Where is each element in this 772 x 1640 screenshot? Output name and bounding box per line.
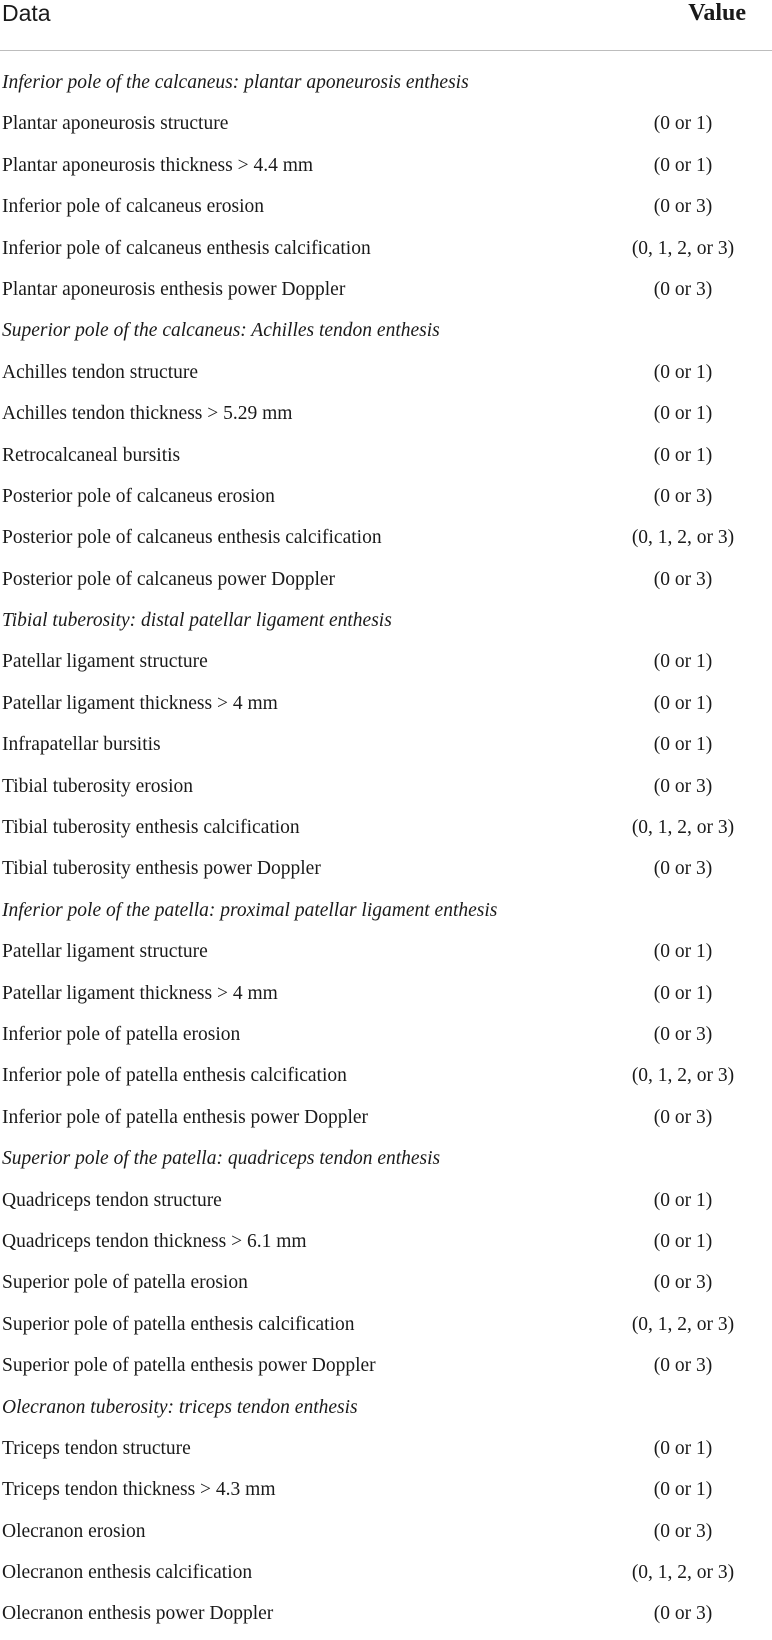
row-value: (0 or 3) bbox=[653, 775, 713, 797]
row-label: Tibial tuberosity enthesis calcification bbox=[2, 817, 300, 839]
section-heading: Superior pole of the calcaneus: Achilles tendon enthesis bbox=[2, 320, 440, 342]
row-value: (0 or 3) bbox=[653, 1106, 713, 1128]
section-heading-row bbox=[0, 1392, 772, 1433]
section-heading-row bbox=[0, 315, 772, 356]
section-heading: Inferior pole of the calcaneus: plantar aponeurosis enthesis bbox=[2, 72, 469, 93]
row-label: Achilles tendon thickness > 5.29 mm bbox=[2, 403, 293, 425]
row-label: Plantar aponeurosis structure bbox=[2, 113, 229, 135]
table-row bbox=[0, 729, 772, 770]
row-label: Posterior pole of calcaneus erosion bbox=[2, 485, 275, 507]
table-row bbox=[0, 1350, 772, 1391]
column-header-value: Value bbox=[688, 0, 746, 26]
row-label: Inferior pole of calcaneus erosion bbox=[2, 196, 265, 218]
row-value: (0 or 3) bbox=[653, 1272, 713, 1294]
row-value: (0, 1, 2, or 3) bbox=[631, 527, 735, 549]
column-header-data: Data bbox=[2, 0, 51, 26]
row-label: Olecranon erosion bbox=[2, 1520, 146, 1542]
table-row bbox=[0, 440, 772, 481]
row-label: Achilles tendon structure bbox=[2, 361, 199, 383]
row-label: Superior pole of patella enthesis calcification bbox=[2, 1313, 355, 1335]
row-value: (0 or 1) bbox=[653, 1189, 713, 1211]
table-row bbox=[0, 398, 772, 439]
row-label: Patellar ligament thickness > 4 mm bbox=[2, 692, 278, 714]
row-value: (0 or 1) bbox=[653, 1230, 713, 1252]
section-heading-row bbox=[0, 895, 772, 936]
table-row bbox=[0, 853, 772, 894]
row-value: (0, 1, 2, or 3) bbox=[631, 237, 735, 259]
row-value: (0 or 3) bbox=[653, 1603, 713, 1625]
row-label: Quadriceps tendon thickness > 6.1 mm bbox=[2, 1230, 307, 1252]
row-label: Posterior pole of calcaneus enthesis calcification bbox=[2, 527, 382, 549]
row-label: Patellar ligament thickness > 4 mm bbox=[2, 982, 278, 1004]
row-label: Inferior pole of patella erosion bbox=[2, 1023, 241, 1045]
table-row bbox=[0, 688, 772, 729]
table-row bbox=[0, 1474, 772, 1515]
section-heading-row bbox=[0, 67, 772, 108]
table-row bbox=[0, 191, 772, 232]
row-value: (0, 1, 2, or 3) bbox=[631, 817, 735, 839]
table-body bbox=[0, 67, 772, 1640]
row-value: (0 or 1) bbox=[653, 1437, 713, 1459]
table-header bbox=[0, 0, 772, 51]
row-label: Inferior pole of patella enthesis calcification bbox=[2, 1065, 347, 1087]
row-label: Plantar aponeurosis thickness > 4.4 mm bbox=[2, 154, 314, 176]
table-row bbox=[0, 771, 772, 812]
table-row bbox=[0, 1309, 772, 1350]
row-value: (0 or 3) bbox=[653, 196, 713, 218]
row-label: Triceps tendon structure bbox=[2, 1437, 191, 1459]
row-value: (0 or 1) bbox=[653, 154, 713, 176]
section-heading: Olecranon tuberosity: triceps tendon enthesis bbox=[2, 1396, 358, 1418]
row-label: Posterior pole of calcaneus power Doppler bbox=[2, 568, 336, 590]
row-label: Superior pole of patella enthesis power Doppler bbox=[2, 1355, 376, 1377]
row-label: Olecranon enthesis calcification bbox=[2, 1562, 253, 1584]
section-heading-row bbox=[0, 605, 772, 646]
section-heading: Superior pole of the patella: quadriceps tendon enthesis bbox=[2, 1148, 441, 1170]
table-row bbox=[0, 522, 772, 563]
row-value: (0 or 1) bbox=[653, 982, 713, 1004]
row-value: (0 or 1) bbox=[653, 941, 713, 963]
row-label: Tibial tuberosity enthesis power Doppler bbox=[2, 858, 321, 880]
row-value: (0 or 1) bbox=[653, 361, 713, 383]
table-row bbox=[0, 1516, 772, 1557]
row-value: (0, 1, 2, or 3) bbox=[631, 1065, 735, 1087]
row-label: Olecranon enthesis power Doppler bbox=[2, 1603, 274, 1625]
row-value: (0 or 3) bbox=[653, 1520, 713, 1542]
row-label: Inferior pole of patella enthesis power Doppler bbox=[2, 1106, 369, 1128]
row-value: (0, 1, 2, or 3) bbox=[631, 1562, 735, 1584]
table-row bbox=[0, 1226, 772, 1267]
table-row bbox=[0, 481, 772, 522]
table-row bbox=[0, 936, 772, 977]
table-row bbox=[0, 564, 772, 605]
table-row bbox=[0, 150, 772, 191]
row-value: (0, 1, 2, or 3) bbox=[631, 1313, 735, 1335]
row-value: (0 or 3) bbox=[653, 568, 713, 590]
row-label: Triceps tendon thickness > 4.3 mm bbox=[2, 1479, 276, 1501]
row-label: Plantar aponeurosis enthesis power Doppler bbox=[2, 278, 346, 300]
row-value: (0 or 3) bbox=[653, 278, 713, 300]
row-label: Inferior pole of calcaneus enthesis calcification bbox=[2, 237, 371, 259]
row-label: Retrocalcaneal bursitis bbox=[2, 444, 181, 466]
row-value: (0 or 1) bbox=[653, 651, 713, 673]
table-row bbox=[0, 108, 772, 149]
table-row bbox=[0, 1019, 772, 1060]
section-heading-row bbox=[0, 1143, 772, 1184]
table-row bbox=[0, 1102, 772, 1143]
row-value: (0 or 3) bbox=[653, 858, 713, 880]
row-label: Superior pole of patella erosion bbox=[2, 1272, 248, 1294]
row-value: (0 or 1) bbox=[653, 444, 713, 466]
table-row bbox=[0, 274, 772, 315]
section-heading: Tibial tuberosity: distal patellar ligament enthesis bbox=[2, 610, 392, 632]
table-row bbox=[0, 1557, 772, 1598]
row-value: (0 or 1) bbox=[653, 734, 713, 756]
table-row bbox=[0, 1433, 772, 1474]
row-value: (0 or 1) bbox=[653, 113, 713, 135]
table-row bbox=[0, 812, 772, 853]
row-value: (0 or 1) bbox=[653, 692, 713, 714]
row-value: (0 or 3) bbox=[653, 1355, 713, 1377]
row-label: Infrapatellar bursitis bbox=[2, 734, 161, 756]
table-row bbox=[0, 357, 772, 398]
row-label: Tibial tuberosity erosion bbox=[2, 775, 194, 797]
table-row bbox=[0, 1267, 772, 1308]
table-row bbox=[0, 1185, 772, 1226]
row-value: (0 or 1) bbox=[653, 403, 713, 425]
table-row bbox=[0, 978, 772, 1019]
table-row bbox=[0, 646, 772, 687]
row-value: (0 or 3) bbox=[653, 485, 713, 507]
row-label: Quadriceps tendon structure bbox=[2, 1189, 222, 1211]
row-value: (0 or 3) bbox=[653, 1023, 713, 1045]
row-label: Patellar ligament structure bbox=[2, 941, 208, 963]
row-label: Patellar ligament structure bbox=[2, 651, 208, 673]
table-row bbox=[0, 1060, 772, 1101]
row-value: (0 or 1) bbox=[653, 1479, 713, 1501]
table-row bbox=[0, 233, 772, 274]
section-heading: Inferior pole of the patella: proximal patellar ligament enthesis bbox=[2, 899, 498, 921]
